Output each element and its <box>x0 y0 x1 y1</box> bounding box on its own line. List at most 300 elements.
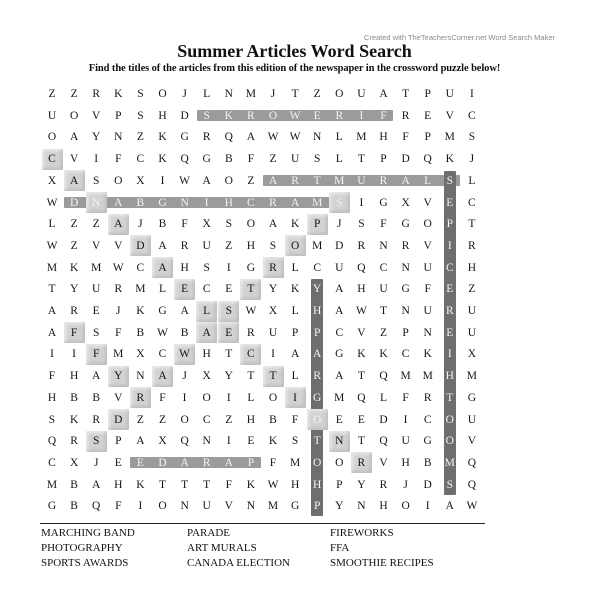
grid-letter[interactable]: U <box>467 305 477 317</box>
grid-letter[interactable]: I <box>226 261 231 274</box>
grid-letter[interactable]: Z <box>158 413 167 426</box>
grid-letter[interactable]: E <box>446 283 454 296</box>
grid-letter[interactable]: O <box>313 413 322 426</box>
grid-letter[interactable]: L <box>468 174 476 187</box>
grid-letter[interactable]: U <box>47 109 57 122</box>
grid-letter[interactable]: Z <box>70 88 78 100</box>
grid-letter[interactable]: E <box>225 283 233 296</box>
grid-letter[interactable]: C <box>335 326 344 339</box>
grid-letter[interactable]: S <box>446 174 453 187</box>
grid-letter[interactable]: V <box>69 153 79 166</box>
grid-letter[interactable]: M <box>312 196 323 209</box>
grid-letter[interactable]: X <box>136 348 145 361</box>
grid-letter[interactable]: D <box>401 153 410 166</box>
grid-letter[interactable]: W <box>267 131 279 144</box>
grid-letter[interactable]: R <box>92 88 101 100</box>
grid-letter[interactable]: W <box>46 239 58 252</box>
grid-letter[interactable]: R <box>379 478 388 491</box>
grid-letter[interactable]: L <box>291 370 299 383</box>
grid-letter[interactable]: F <box>115 326 122 339</box>
grid-letter[interactable]: L <box>291 261 299 274</box>
grid-letter[interactable]: O <box>423 218 432 231</box>
grid-letter[interactable]: A <box>69 174 79 187</box>
grid-letter[interactable]: P <box>424 131 431 144</box>
grid-letter[interactable]: N <box>224 88 233 100</box>
grid-letter[interactable]: M <box>466 370 477 383</box>
grid-letter[interactable]: R <box>379 174 388 187</box>
grid-letter[interactable]: C <box>247 196 255 209</box>
grid-letter[interactable]: Y <box>114 370 123 383</box>
grid-letter[interactable]: Y <box>335 500 344 513</box>
grid-letter[interactable]: X <box>158 435 167 448</box>
grid-letter[interactable]: B <box>70 500 78 513</box>
grid-letter[interactable]: X <box>467 348 477 361</box>
grid-letter[interactable]: Y <box>224 370 233 383</box>
grid-letter[interactable]: P <box>446 218 453 231</box>
grid-letter[interactable]: U <box>379 283 388 296</box>
grid-letter[interactable]: H <box>246 413 256 426</box>
grid-letter[interactable]: R <box>468 239 476 252</box>
grid-letter[interactable]: V <box>224 500 233 513</box>
grid-letter[interactable]: S <box>203 261 210 274</box>
grid-letter[interactable]: B <box>158 218 167 231</box>
grid-letter[interactable]: G <box>401 218 410 231</box>
grid-letter[interactable]: K <box>136 478 145 491</box>
grid-letter[interactable]: D <box>335 239 344 252</box>
grid-letter[interactable]: C <box>158 348 167 361</box>
grid-letter[interactable]: K <box>114 88 123 100</box>
grid-letter[interactable]: Y <box>268 283 278 296</box>
grid-letter[interactable]: Z <box>269 153 277 166</box>
grid-letter[interactable]: H <box>158 109 167 122</box>
grid-letter[interactable]: L <box>203 305 211 317</box>
grid-letter[interactable]: A <box>114 196 123 209</box>
grid-letter[interactable]: D <box>379 413 388 426</box>
grid-letter[interactable]: M <box>135 283 146 296</box>
grid-letter[interactable]: L <box>335 153 343 166</box>
grid-letter[interactable]: X <box>202 218 211 231</box>
grid-letter[interactable]: S <box>137 88 144 100</box>
grid-letter[interactable]: X <box>401 196 410 209</box>
grid-letter[interactable]: R <box>70 305 78 317</box>
grid-letter[interactable]: K <box>136 305 145 317</box>
grid-letter[interactable]: N <box>180 500 189 513</box>
grid-letter[interactable]: Z <box>70 239 78 252</box>
grid-letter[interactable]: E <box>114 456 122 469</box>
grid-letter[interactable]: I <box>359 196 364 209</box>
grid-letter[interactable]: O <box>445 413 454 426</box>
grid-letter[interactable]: J <box>182 88 187 100</box>
grid-letter[interactable]: K <box>357 348 366 361</box>
grid-letter[interactable]: Z <box>313 88 321 100</box>
grid-letter[interactable]: I <box>160 174 165 187</box>
grid-letter[interactable]: L <box>335 131 343 144</box>
grid-letter[interactable]: T <box>181 478 189 491</box>
grid-letter[interactable]: Z <box>468 283 476 296</box>
grid-letter[interactable]: K <box>423 348 432 361</box>
grid-letter[interactable]: S <box>92 174 100 187</box>
grid-letter[interactable]: P <box>313 218 321 231</box>
grid-letter[interactable]: B <box>180 326 189 339</box>
grid-letter[interactable]: V <box>92 239 101 252</box>
grid-letter[interactable]: O <box>47 131 57 144</box>
grid-letter[interactable]: F <box>269 456 277 469</box>
grid-letter[interactable]: Z <box>379 326 388 339</box>
grid-letter[interactable]: O <box>202 391 211 404</box>
grid-letter[interactable]: C <box>401 348 410 361</box>
grid-letter[interactable]: F <box>291 413 299 426</box>
grid-letter[interactable]: W <box>179 348 191 361</box>
grid-letter[interactable]: V <box>357 326 366 339</box>
grid-letter[interactable]: H <box>379 500 388 513</box>
grid-letter[interactable]: U <box>467 413 477 426</box>
grid-letter[interactable]: P <box>291 326 299 339</box>
grid-letter[interactable]: B <box>92 391 101 404</box>
grid-letter[interactable]: G <box>202 153 211 166</box>
grid-letter[interactable]: G <box>423 435 432 448</box>
grid-letter[interactable]: H <box>246 239 256 252</box>
grid-letter[interactable]: G <box>379 196 388 209</box>
grid-letter[interactable]: Q <box>379 370 388 383</box>
grid-letter[interactable]: A <box>158 370 167 383</box>
grid-letter[interactable]: B <box>423 456 432 469</box>
grid-letter[interactable]: E <box>225 326 233 339</box>
grid-letter[interactable]: W <box>179 174 191 187</box>
grid-letter[interactable]: M <box>444 456 455 469</box>
grid-letter[interactable]: M <box>312 239 323 252</box>
grid-letter[interactable]: J <box>138 218 143 231</box>
grid-letter[interactable]: X <box>69 456 79 469</box>
grid-letter[interactable]: F <box>70 326 78 339</box>
grid-letter[interactable]: U <box>357 88 366 100</box>
grid-letter[interactable]: K <box>290 218 300 231</box>
grid-letter[interactable]: S <box>225 218 232 231</box>
grid-letter[interactable]: F <box>225 478 232 491</box>
grid-letter[interactable]: C <box>247 348 255 361</box>
grid-letter[interactable]: H <box>313 305 322 317</box>
grid-letter[interactable]: A <box>92 370 101 383</box>
grid-letter[interactable]: C <box>48 153 56 166</box>
grid-letter[interactable]: A <box>290 196 300 209</box>
grid-letter[interactable]: A <box>335 305 344 317</box>
grid-letter[interactable]: R <box>313 370 322 383</box>
grid-letter[interactable]: Y <box>92 131 101 144</box>
grid-letter[interactable]: I <box>94 153 99 166</box>
grid-letter[interactable]: W <box>466 500 478 513</box>
grid-letter[interactable]: A <box>92 478 101 491</box>
grid-letter[interactable]: T <box>247 370 255 383</box>
grid-letter[interactable]: G <box>401 283 410 296</box>
grid-letter[interactable]: R <box>136 391 145 404</box>
grid-letter[interactable]: C <box>468 196 476 209</box>
grid-letter[interactable]: D <box>114 413 123 426</box>
grid-letter[interactable]: U <box>357 174 366 187</box>
grid-letter[interactable]: D <box>180 109 189 122</box>
grid-letter[interactable]: Q <box>423 153 432 166</box>
grid-letter[interactable]: F <box>380 109 387 122</box>
grid-letter[interactable]: H <box>180 261 189 274</box>
grid-letter[interactable]: J <box>93 456 99 469</box>
grid-letter[interactable]: V <box>92 109 101 122</box>
grid-letter[interactable]: M <box>91 261 102 274</box>
grid-letter[interactable]: B <box>136 196 145 209</box>
grid-letter[interactable]: V <box>114 239 123 252</box>
grid-letter[interactable]: A <box>180 305 189 317</box>
grid-letter[interactable]: A <box>224 456 233 469</box>
grid-letter[interactable]: L <box>48 218 56 231</box>
grid-letter[interactable]: F <box>380 218 387 231</box>
grid-letter[interactable]: H <box>290 478 300 491</box>
grid-letter[interactable]: T <box>313 435 321 448</box>
grid-letter[interactable]: R <box>202 456 211 469</box>
grid-letter[interactable]: Q <box>224 131 233 144</box>
grid-letter[interactable]: W <box>245 305 257 317</box>
grid-letter[interactable]: Y <box>69 283 79 296</box>
grid-letter[interactable]: M <box>46 261 58 274</box>
grid-letter[interactable]: N <box>202 435 211 448</box>
grid-letter[interactable]: C <box>313 261 322 274</box>
grid-letter[interactable]: V <box>114 391 123 404</box>
grid-letter[interactable]: N <box>246 500 256 513</box>
grid-letter[interactable]: L <box>379 391 388 404</box>
grid-letter[interactable]: J <box>469 153 475 166</box>
grid-letter[interactable]: K <box>268 435 278 448</box>
grid-letter[interactable]: A <box>445 500 454 513</box>
grid-letter[interactable]: W <box>112 261 124 274</box>
grid-letter[interactable]: U <box>268 326 278 339</box>
grid-letter[interactable]: O <box>268 109 278 122</box>
grid-letter[interactable]: A <box>268 218 278 231</box>
grid-letter[interactable]: H <box>47 391 57 404</box>
grid-letter[interactable]: A <box>47 326 57 339</box>
grid-letter[interactable]: F <box>402 131 409 144</box>
grid-letter[interactable]: G <box>180 131 189 144</box>
grid-letter[interactable]: L <box>158 283 167 296</box>
grid-letter[interactable]: O <box>180 413 189 426</box>
grid-letter[interactable]: A <box>180 456 189 469</box>
grid-letter[interactable]: R <box>291 174 299 187</box>
grid-letter[interactable]: I <box>293 391 298 404</box>
grid-letter[interactable]: L <box>247 391 255 404</box>
grid-letter[interactable]: N <box>313 131 322 144</box>
grid-letter[interactable]: B <box>70 391 78 404</box>
grid-letter[interactable]: E <box>92 305 100 317</box>
grid-letter[interactable]: O <box>401 500 410 513</box>
grid-letter[interactable]: J <box>337 218 342 231</box>
grid-letter[interactable]: L <box>203 88 211 100</box>
grid-letter[interactable]: U <box>423 261 432 274</box>
grid-letter[interactable]: M <box>422 370 433 383</box>
grid-letter[interactable]: H <box>313 478 322 491</box>
grid-letter[interactable]: X <box>136 174 145 187</box>
grid-letter[interactable]: Y <box>313 283 322 296</box>
grid-letter[interactable]: H <box>114 478 123 491</box>
grid-letter[interactable]: S <box>92 435 100 448</box>
grid-letter[interactable]: U <box>467 326 477 339</box>
grid-letter[interactable]: T <box>379 305 388 317</box>
grid-letter[interactable]: S <box>269 239 277 252</box>
grid-letter[interactable]: P <box>380 153 387 166</box>
grid-letter[interactable]: F <box>424 283 431 296</box>
grid-letter[interactable]: A <box>335 283 344 296</box>
grid-letter[interactable]: R <box>247 326 255 339</box>
grid-letter[interactable]: S <box>137 109 144 122</box>
grid-letter[interactable]: R <box>70 435 78 448</box>
grid-letter[interactable]: I <box>447 239 452 252</box>
grid-letter[interactable]: Y <box>357 478 366 491</box>
grid-letter[interactable]: R <box>247 109 255 122</box>
grid-letter[interactable]: A <box>136 435 145 448</box>
grid-letter[interactable]: S <box>446 478 453 491</box>
grid-letter[interactable]: H <box>69 370 79 383</box>
grid-letter[interactable]: I <box>72 348 77 361</box>
grid-letter[interactable]: F <box>115 500 122 513</box>
grid-letter[interactable]: U <box>335 261 344 274</box>
grid-letter[interactable]: Q <box>379 435 388 448</box>
grid-letter[interactable]: B <box>269 413 277 426</box>
grid-letter[interactable]: M <box>334 174 345 187</box>
grid-letter[interactable]: Q <box>47 435 57 448</box>
grid-letter[interactable]: K <box>69 413 79 426</box>
grid-letter[interactable]: N <box>423 326 432 339</box>
grid-letter[interactable]: R <box>180 239 189 252</box>
grid-letter[interactable]: W <box>289 109 301 122</box>
grid-letter[interactable]: C <box>445 261 454 274</box>
grid-letter[interactable]: M <box>334 391 345 404</box>
grid-letter[interactable]: O <box>268 391 278 404</box>
grid-letter[interactable]: J <box>116 305 121 317</box>
grid-letter[interactable]: O <box>313 456 322 469</box>
grid-letter[interactable]: S <box>468 131 476 144</box>
grid-letter[interactable]: Z <box>247 174 255 187</box>
grid-letter[interactable]: P <box>313 500 321 513</box>
grid-letter[interactable]: J <box>403 478 408 491</box>
grid-letter[interactable]: K <box>224 109 233 122</box>
grid-letter[interactable]: J <box>182 370 187 383</box>
grid-letter[interactable]: W <box>267 478 279 491</box>
grid-letter[interactable]: A <box>379 88 388 100</box>
grid-letter[interactable]: I <box>138 500 143 513</box>
grid-letter[interactable]: F <box>402 391 409 404</box>
grid-letter[interactable]: T <box>48 283 56 296</box>
grid-letter[interactable]: S <box>313 153 321 166</box>
grid-letter[interactable]: I <box>50 348 54 361</box>
grid-letter[interactable]: F <box>92 348 100 361</box>
grid-letter[interactable]: V <box>379 456 388 469</box>
grid-letter[interactable]: T <box>203 478 211 491</box>
grid-letter[interactable]: A <box>158 261 167 274</box>
grid-letter[interactable]: N <box>92 196 101 209</box>
grid-letter[interactable]: T <box>357 370 365 383</box>
grid-letter[interactable]: A <box>313 348 322 361</box>
grid-letter[interactable]: E <box>446 326 454 339</box>
grid-letter[interactable]: R <box>445 305 454 317</box>
grid-letter[interactable]: A <box>158 239 167 252</box>
grid-letter[interactable]: Z <box>48 88 56 100</box>
grid-letter[interactable]: I <box>226 435 231 448</box>
grid-letter[interactable]: O <box>445 435 454 448</box>
grid-letter[interactable]: M <box>289 456 301 469</box>
grid-letter[interactable]: N <box>357 500 366 513</box>
grid-letter[interactable]: E <box>446 196 454 209</box>
grid-letter[interactable]: G <box>158 305 167 317</box>
grid-letter[interactable]: W <box>46 196 58 209</box>
grid-letter[interactable]: T <box>357 153 365 166</box>
grid-letter[interactable]: N <box>401 305 410 317</box>
grid-letter[interactable]: G <box>158 196 167 209</box>
grid-letter[interactable]: R <box>335 109 344 122</box>
grid-letter[interactable]: A <box>47 305 57 317</box>
grid-letter[interactable]: W <box>157 326 168 339</box>
grid-letter[interactable]: N <box>401 261 410 274</box>
grid-letter[interactable]: G <box>246 261 256 274</box>
grid-letter[interactable]: A <box>114 218 123 231</box>
grid-letter[interactable]: P <box>424 88 431 100</box>
grid-letter[interactable]: R <box>401 109 410 122</box>
grid-letter[interactable]: U <box>202 500 211 513</box>
grid-letter[interactable]: B <box>136 326 145 339</box>
grid-letter[interactable]: O <box>246 218 256 231</box>
grid-letter[interactable]: O <box>114 174 123 187</box>
grid-letter[interactable]: G <box>47 500 57 513</box>
grid-letter[interactable]: V <box>423 239 432 252</box>
grid-letter[interactable]: L <box>424 174 432 187</box>
grid-letter[interactable]: U <box>290 153 300 166</box>
grid-letter[interactable]: Q <box>357 261 366 274</box>
grid-letter[interactable]: I <box>182 391 187 404</box>
grid-letter[interactable]: P <box>115 109 122 122</box>
grid-letter[interactable]: Q <box>180 153 189 166</box>
grid-letter[interactable]: C <box>468 109 476 122</box>
grid-letter[interactable]: U <box>202 239 211 252</box>
grid-letter[interactable]: T <box>225 348 233 361</box>
grid-letter[interactable]: S <box>92 326 100 339</box>
grid-letter[interactable]: X <box>202 370 211 383</box>
grid-letter[interactable]: P <box>115 435 122 448</box>
grid-letter[interactable]: V <box>467 435 477 448</box>
grid-letter[interactable]: T <box>158 478 167 491</box>
grid-letter[interactable]: I <box>403 413 408 426</box>
grid-letter[interactable]: S <box>225 305 232 317</box>
grid-letter[interactable]: U <box>423 305 432 317</box>
grid-letter[interactable]: E <box>424 109 432 122</box>
grid-letter[interactable]: M <box>444 131 455 144</box>
grid-letter[interactable]: I <box>447 348 452 361</box>
grid-letter[interactable]: T <box>402 88 410 100</box>
grid-letter[interactable]: Q <box>357 391 366 404</box>
grid-letter[interactable]: I <box>271 348 275 361</box>
grid-letter[interactable]: K <box>158 131 167 144</box>
grid-letter[interactable]: U <box>92 283 101 296</box>
grid-letter[interactable]: U <box>401 435 410 448</box>
grid-letter[interactable]: T <box>313 174 321 187</box>
grid-letter[interactable]: H <box>357 283 366 296</box>
grid-letter[interactable]: L <box>291 305 299 317</box>
grid-letter[interactable]: I <box>359 109 364 122</box>
grid-letter[interactable]: H <box>401 456 410 469</box>
grid-letter[interactable]: G <box>313 391 322 404</box>
grid-letter[interactable]: M <box>113 348 124 361</box>
grid-letter[interactable]: G <box>335 348 344 361</box>
grid-letter[interactable]: O <box>224 174 233 187</box>
grid-letter[interactable]: D <box>136 239 145 252</box>
grid-letter[interactable]: I <box>226 391 231 404</box>
grid-letter[interactable]: Z <box>92 218 100 231</box>
grid-letter[interactable]: R <box>202 131 211 144</box>
grid-letter[interactable]: A <box>69 131 79 144</box>
grid-letter[interactable]: E <box>136 456 144 469</box>
grid-letter[interactable]: W <box>355 305 367 317</box>
